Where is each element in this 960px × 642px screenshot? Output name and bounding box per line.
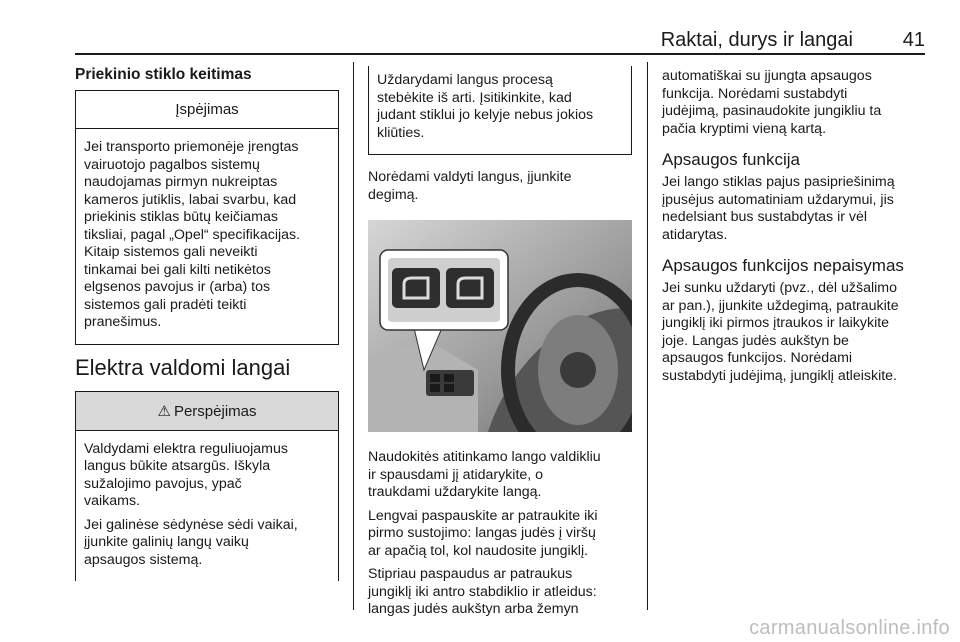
paragraph: Naudokitės atitinkamo lango valdikliu ir spausdami jį atidarykite, o traukdami uždarykite langą. <box>368 449 601 500</box>
caution-text: Uždarydami langus procesą stebėkite iš arti. Įsitikinkite, kad judant stiklui jo kelyje nebus jokios kliūties. <box>377 72 594 141</box>
column-1 <box>75 60 339 591</box>
caution-box <box>368 66 632 155</box>
paragraph: Lengvai paspauskite ar patraukite iki pirmo sustojimo: langas judės į viršų ar apačią tol, kol naudosite jungiklį. <box>368 507 598 559</box>
paragraph: Stipriau paspaudus ar patraukus jungiklį iki antro stabdiklio ir atleidus: langas judės aukštyn arba žemyn <box>368 566 597 617</box>
warning-icon: ⚠ <box>157 402 171 420</box>
column-divider <box>353 62 354 610</box>
warning-text: Jei galinėse sėdynėse sėdi vaikai, įjunkite galinių langų vaikų apsaugos sistemą. <box>84 516 298 568</box>
header-title: Raktai, durys ir langai <box>660 29 853 51</box>
paragraph: Jei sunku uždaryti (pvz., dėl užšalimo ar pan.), įjunkite uždegimą, patraukite jungiklį iki pirmos įtraukos ir laikykite joje. Langas judės aukštyn be apsaugos funkcijos. Norėdami sustabdyti judėjimą, jungiklį atleiskite. <box>662 280 899 384</box>
watermark: carmanualsonline.info <box>749 617 950 639</box>
page-header <box>75 27 925 55</box>
column-divider <box>647 62 648 610</box>
section-heading-large: Elektra valdomi langai <box>75 354 291 380</box>
column-3 <box>662 68 926 391</box>
notice-text: Jei transporto priemonėje įrengtas vairuotojo pagalbos sistemų naudojamas pirmyn nukreiptas kameros jutiklis, labai svarbu, kad priekinis stiklas būtų keičiamas tiksliai, pagal „Opel“ specifikacijas. Kitaip sistemos gali neveikti tinkamai bei gali kilti netikėtos elgsenos pavojus ir (arba) tos sistemos gali pradėti teikti pranešimus. <box>84 139 301 330</box>
subsection-heading: Apsaugos funkcija <box>662 150 800 169</box>
subsection-heading: Apsaugos funkcijos nepaisymas <box>662 256 904 275</box>
warning-title: ⚠ Perspėjimas <box>76 392 338 431</box>
notice-box <box>75 90 339 345</box>
warning-text: Valdydami elektra reguliuojamus langus būkite atsargūs. Iškyla sužalojimo pavojus, ypač vaikams. <box>84 440 288 509</box>
warning-box <box>75 391 339 582</box>
window-switch-photo <box>368 220 632 432</box>
paragraph: Jei lango stiklas pajus pasipriešinimą įpusėjus automatiniam uždarymui, jis nedelsiant bus sustabdytas ir vėl atidarytas. <box>662 174 895 243</box>
notice-title: Įspėjimas <box>76 91 338 129</box>
paragraph: automatiškai su įjungta apsaugos funkcija. Norėdami sustabdyti judėjimą, pasinaudokite jungikliu ta pačia kryptimi vieną kartą. <box>662 68 882 137</box>
column-2 <box>368 66 632 625</box>
section-heading: Priekinio stiklo keitimas <box>75 66 252 83</box>
page-number: 41 <box>902 29 925 51</box>
paragraph: Norėdami valdyti langus, įjunkite degimą. <box>368 169 572 203</box>
